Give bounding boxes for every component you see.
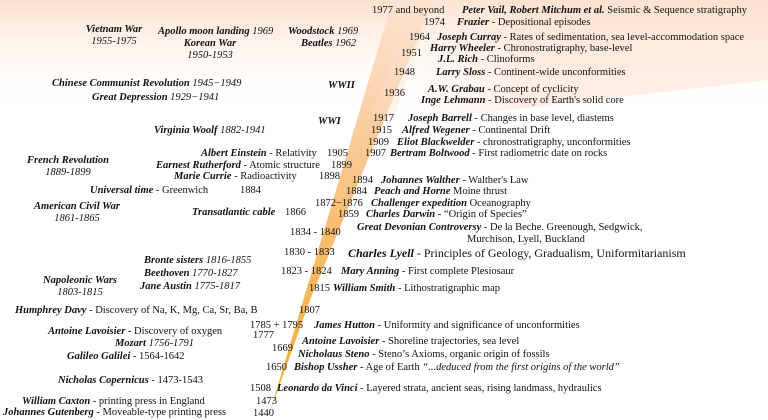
strat-event: Frazier - Depositional episodes [457,17,591,28]
year-label: 1951 [401,48,422,59]
year-label: 1650 [266,362,287,373]
world-event: Antoine Lavoisier - Discovery of oxygen [48,326,223,337]
strat-event: Nicholaus Steno - Steno’s Axioms, organic origin of fossils [298,349,550,360]
world-event: Napoleonic Wars 1803-1815 [43,275,117,298]
year-label: 1948 [394,67,415,78]
strat-event: Johannes Walther - Walther's Law [381,175,529,186]
year-label: 1909 [368,137,389,148]
world-event: Beethoven 1770-1827 [144,268,238,279]
strat-event: James Hutton - Uniformity and significance of unconformities [314,320,580,331]
world-event: Chinese Communist Revolution 1945−1949 [52,78,242,89]
year-label: 1815 [309,283,330,294]
strat-event: Harry Wheeler - Chronostratigraphy, base-level [430,43,633,54]
world-event: Mozart 1756-1791 [115,338,195,349]
strat-event: Inge Lehmann - Discovery of Earth's solid core [421,95,624,106]
ussher-quote: “...deduced from the first origins of the world” [422,362,620,373]
year-label: 1872−1876 [315,198,363,209]
year-label: 1669 [272,343,293,354]
strat-event: Mary Anning - First complete Plesiosaur [341,266,515,277]
strat-event-continued: Murchison, Lyell, Buckland [467,234,585,245]
strat-event: Leonardo da Vinci - Layered strata, ancient seas, rising landmass, hydraulics [277,383,602,394]
strat-event: Challenger expedition Oceanography [371,198,531,209]
world-event: Universal time - Greenwich [90,185,209,196]
year-label: 1807 [299,305,320,316]
strat-event: Joseph Barrell - Changes in base level, diastems [408,113,614,124]
world-event: Albert Einstein - Relativity [201,148,317,159]
year-label: 1508 [250,383,271,394]
world-event: Marie Currie - Radioactivity [174,171,297,182]
world-event: Jane Austin 1775-1817 [140,281,240,292]
year-label: 1974 [424,17,445,28]
year-label: 1964 [409,32,430,43]
world-event: Nicholas Copernicus - 1473-1543 [58,375,203,386]
year-label: 1898 [319,171,340,182]
year-label: 1830 - 1833 [284,247,335,258]
year-label: 1473 [256,396,277,407]
year-label: 1936 [384,88,405,99]
world-event: Earnest Rutherford - Atomic structure [156,160,320,171]
strat-event: Charles Darwin - “Origin of Species” [366,209,527,220]
year-label: 1977 and beyond [372,5,445,16]
world-event: Galileo Galilei - 1564-1642 [67,351,185,362]
year-label: 1917 [373,113,394,124]
strat-event: Alfred Wegener - Continental Drift [402,125,551,136]
strat-event: J.L. Rich - Clinoforms [438,54,535,65]
world-event: Korean War 1950-1953 [183,38,237,61]
strat-event: Joseph Curray - Rates of sedimentation, sea level-accommodation space [437,32,745,43]
year-label: 1899 [331,160,352,171]
year-label: 1907 [365,148,386,159]
world-event: Bronte sisters 1816-1855 [144,255,252,266]
strat-event: Larry Sloss - Continent-wide unconformities [436,67,626,78]
world-event: French Revolution 1889-1899 [27,155,109,178]
world-event: William Caxton - printing press in England [22,396,205,407]
world-event: Beatles 1962 [301,38,357,49]
strat-event: Eliot Blackwelder - chronostratigraphy, unconformities [397,137,631,148]
strat-event: Peter Vail, Robert Mitchum et al. Seismic & Sequence stratigraphy [462,5,747,16]
strat-event: Bishop Ussher - Age of Earth “...deduced from the first origins of the world” [294,362,620,373]
strat-event: Bertram Boltwood - First radiometric date on rocks [390,148,608,159]
world-event: Vietnam War 1955-1975 [85,24,143,47]
world-event: Apollo moon landing 1969 [158,26,274,37]
year-label: 1785 + 1795 [250,320,304,331]
world-event: Humphrey Davy - Discovery of Na, K, Mg, Ca, Sr, Ba, B [15,305,258,316]
strat-event: Charles Lyell - Principles of Geology, Gradualism, Uniformitarianism [348,246,686,260]
year-label: 1894 [352,175,373,186]
year-label: 1905 [327,148,348,159]
strat-event: A.W. Grabau - Concept of cyclicity [428,84,579,95]
year-label: 1777 [253,330,274,341]
world-event: Woodstock 1969 [288,26,359,37]
world-event: Transatlantic cable [192,207,276,218]
strat-event: Peach and Horne Moine thrust [374,186,508,197]
year-label: 1866 [285,207,306,218]
year-label: 1823 - 1824 [281,266,332,277]
year-label: 1859 [338,209,359,220]
world-event: American Civil War 1861-1865 [34,201,120,224]
world-event: Great Depression 1929−1941 [92,92,220,103]
year-label: 1440 [253,408,274,419]
strat-event: Antoine Lavoisier - Shoreline trajectories, sea level [302,336,520,347]
world-event: Johannes Gutenberg - Moveable-type printing press [3,407,227,418]
strat-event: William Smith - Lithostratigraphic map [333,283,501,294]
year-label: 1884 [346,186,367,197]
world-event: WWI [318,116,341,127]
world-event: WWII [328,80,355,91]
world-event: Virginia Woolf 1882-1941 [154,125,266,136]
year-label: 1834 - 1840 [290,227,341,238]
year-label: 1884 [240,185,261,196]
year-label: 1915 [371,125,392,136]
strat-event: Great Devonian Controversy - De la Beche. Greenough, Sedgwick, [357,222,643,233]
